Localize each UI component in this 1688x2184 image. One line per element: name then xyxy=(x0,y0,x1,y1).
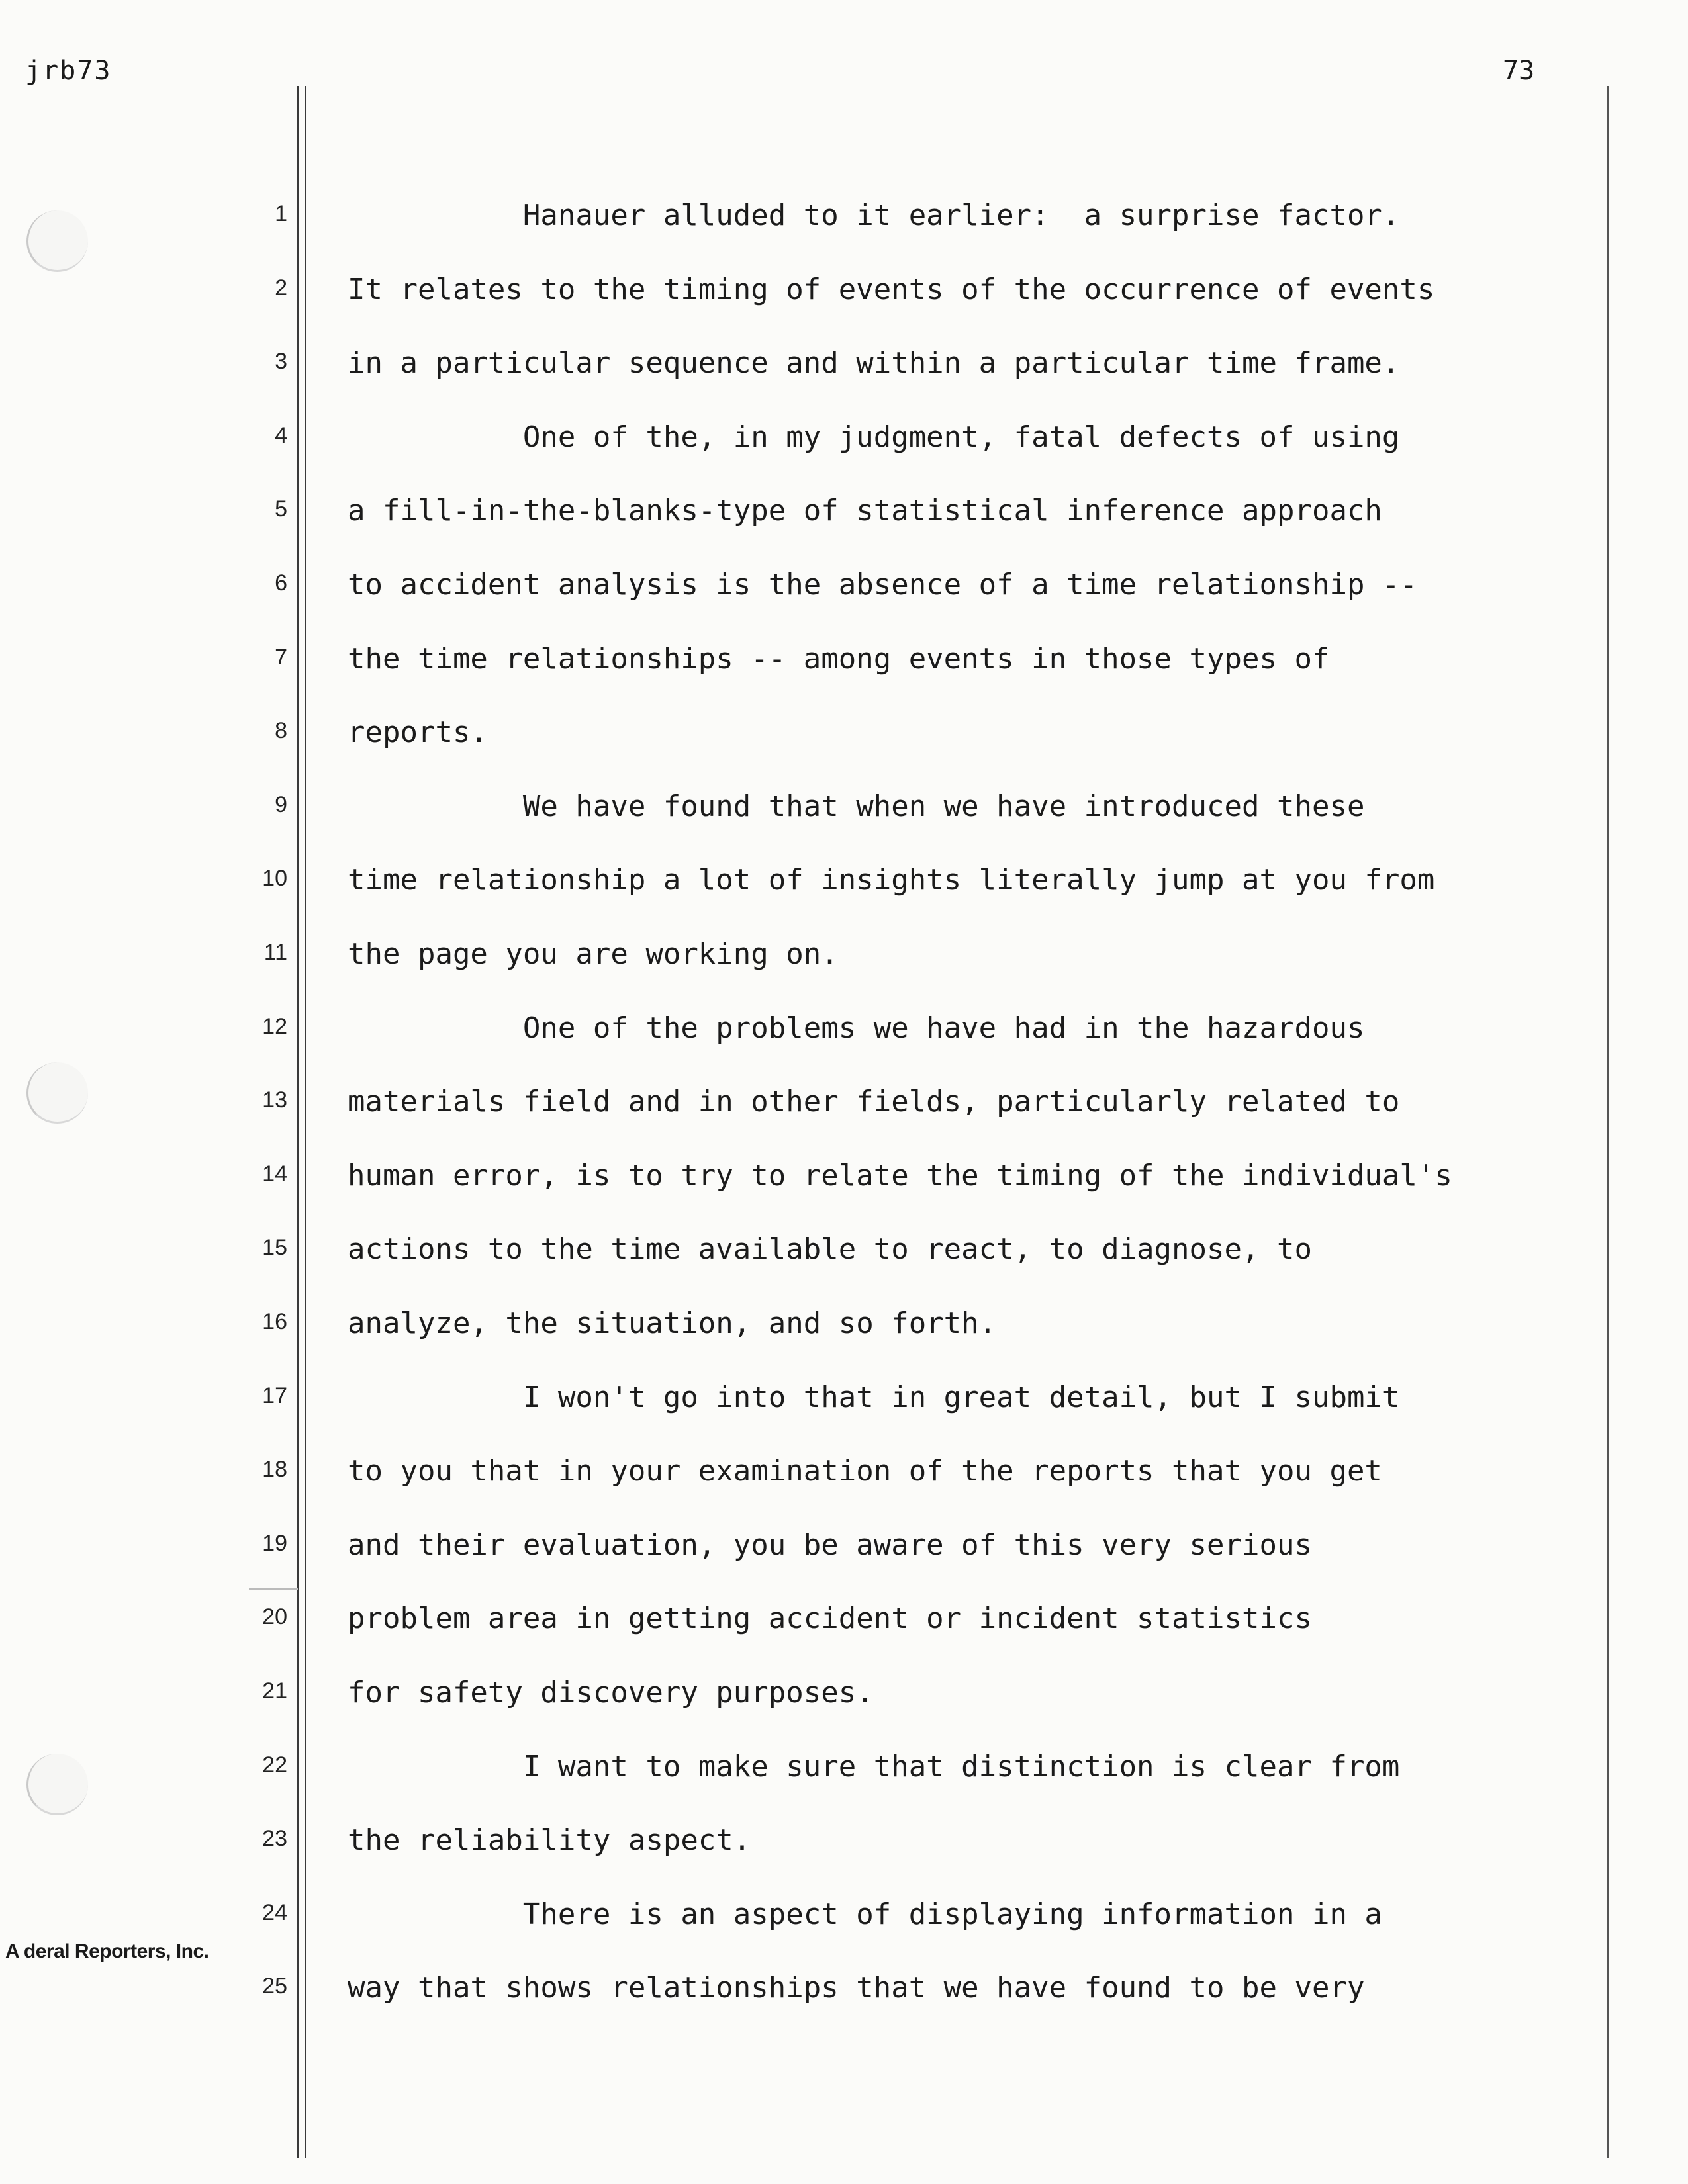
line-number: 6 xyxy=(275,570,287,596)
transcript-line: We have found that when we have introduced these xyxy=(348,790,1365,823)
left-margin-rule-inner xyxy=(305,86,306,2158)
binder-hole xyxy=(26,1754,88,1815)
margin-tick xyxy=(249,1588,298,1590)
transcript-line: and their evaluation, you be aware of this very serious xyxy=(348,1528,1312,1562)
line-number: 2 xyxy=(275,275,287,300)
line-number: 14 xyxy=(262,1161,287,1187)
transcript-line: the reliability aspect. xyxy=(348,1823,751,1857)
line-number: 21 xyxy=(262,1678,287,1704)
transcript-line: One of the problems we have had in the hazardous xyxy=(348,1011,1365,1045)
line-number: 20 xyxy=(262,1604,287,1629)
line-number: 12 xyxy=(262,1014,287,1039)
line-number: 18 xyxy=(262,1457,287,1482)
page-number: 73 xyxy=(1503,56,1535,86)
line-number: 10 xyxy=(262,866,287,891)
line-number: 11 xyxy=(263,940,287,965)
transcript-line: I won't go into that in great detail, but I submit xyxy=(348,1381,1400,1414)
transcript-line: reports. xyxy=(348,715,488,749)
transcript-line: There is an aspect of displaying information in a xyxy=(348,1897,1382,1931)
line-number: 24 xyxy=(262,1900,287,1925)
transcript-line: analyze, the situation, and so forth. xyxy=(348,1306,997,1340)
reporter-stamp: A deral Reporters, Inc. xyxy=(5,1940,209,1962)
line-number: 19 xyxy=(262,1531,287,1556)
transcript-line: way that shows relationships that we have found to be very xyxy=(348,1971,1365,2005)
line-number: 3 xyxy=(275,349,287,374)
line-number: 4 xyxy=(275,423,287,448)
line-number: 23 xyxy=(262,1826,287,1851)
transcript-line: in a particular sequence and within a particular time frame. xyxy=(348,346,1400,380)
transcript-line: Hanauer alluded to it earlier: a surprise factor. xyxy=(348,199,1400,232)
binder-hole xyxy=(26,1062,88,1124)
line-number: 25 xyxy=(262,1974,287,1999)
line-number: 13 xyxy=(262,1087,287,1113)
line-number: 9 xyxy=(275,792,287,817)
line-number: 7 xyxy=(275,645,287,670)
transcript-line: One of the, in my judgment, fatal defects of using xyxy=(348,420,1400,454)
transcript-line: the time relationships -- among events in those types of xyxy=(348,642,1330,676)
line-number: 5 xyxy=(275,496,287,522)
transcript-line: materials field and in other fields, particularly related to xyxy=(348,1085,1400,1118)
transcript-line: It relates to the timing of events of the occurrence of events xyxy=(348,273,1435,306)
transcript-line: to accident analysis is the absence of a time relationship -- xyxy=(348,568,1417,602)
right-margin-rule xyxy=(1607,86,1609,2158)
line-number: 16 xyxy=(262,1309,287,1334)
left-margin-rule xyxy=(297,86,299,2158)
line-number: 22 xyxy=(262,1752,287,1778)
line-number: 17 xyxy=(262,1383,287,1408)
transcript-line: time relationship a lot of insights literally jump at you from xyxy=(348,863,1435,897)
transcript-line: problem area in getting accident or incident statistics xyxy=(348,1602,1312,1635)
binder-hole xyxy=(26,210,88,272)
transcript-line: for safety discovery purposes. xyxy=(348,1676,874,1709)
transcript-line: a fill-in-the-blanks-type of statistical inference approach xyxy=(348,494,1382,527)
transcript-line: the page you are working on. xyxy=(348,937,839,971)
transcript-id: jrb73 xyxy=(25,56,112,86)
transcript-line: actions to the time available to react, to diagnose, to xyxy=(348,1232,1312,1266)
line-number: 15 xyxy=(262,1235,287,1260)
transcript-line: human error, is to try to relate the timing of the individual's xyxy=(348,1159,1452,1193)
line-number: 1 xyxy=(275,201,287,226)
transcript-line: I want to make sure that distinction is clear from xyxy=(348,1750,1400,1784)
line-number: 8 xyxy=(275,718,287,743)
transcript-line: to you that in your examination of the reports that you get xyxy=(348,1454,1382,1488)
